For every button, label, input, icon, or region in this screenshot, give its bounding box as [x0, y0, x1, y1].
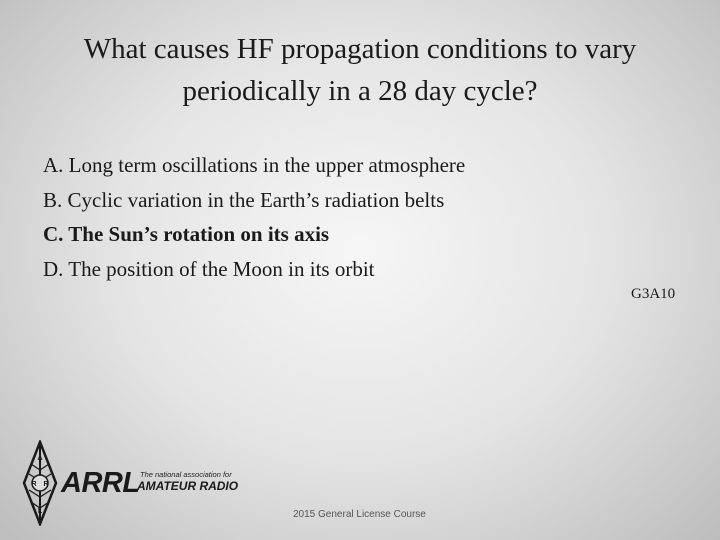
answer-d: D. The position of the Moon in its orbit: [43, 256, 375, 281]
answer-list: [43, 148, 465, 286]
arrl-diamond-emblem-icon: [20, 440, 60, 526]
question-line-2: periodically in a 28 day cycle?: [182, 75, 538, 107]
answer-c-correct: C. The Sun’s rotation on its axis: [43, 222, 330, 246]
arrl-wordmark: ARRL: [61, 467, 140, 499]
emblem-letter: R: [31, 481, 37, 488]
emblem-letter: A: [37, 455, 43, 462]
question-title: [20, 28, 700, 112]
emblem-letter: L: [37, 508, 43, 515]
question-code: G3A10: [631, 286, 676, 302]
question-line-1: What causes HF propagation conditions to vary: [83, 33, 637, 65]
arrl-logo: [20, 440, 240, 526]
answer-a: A. Long term oscillations in the upper atmosphere: [43, 153, 466, 177]
logo-tagline-small: The national association for: [140, 470, 232, 479]
logo-tagline-large: AMATEUR RADIO: [137, 479, 239, 493]
footer-course-label: 2015 General License Course: [293, 509, 426, 520]
answer-b: B. Cyclic variation in the Earth’s radiation belts: [43, 187, 445, 212]
emblem-letter: R: [43, 481, 49, 488]
